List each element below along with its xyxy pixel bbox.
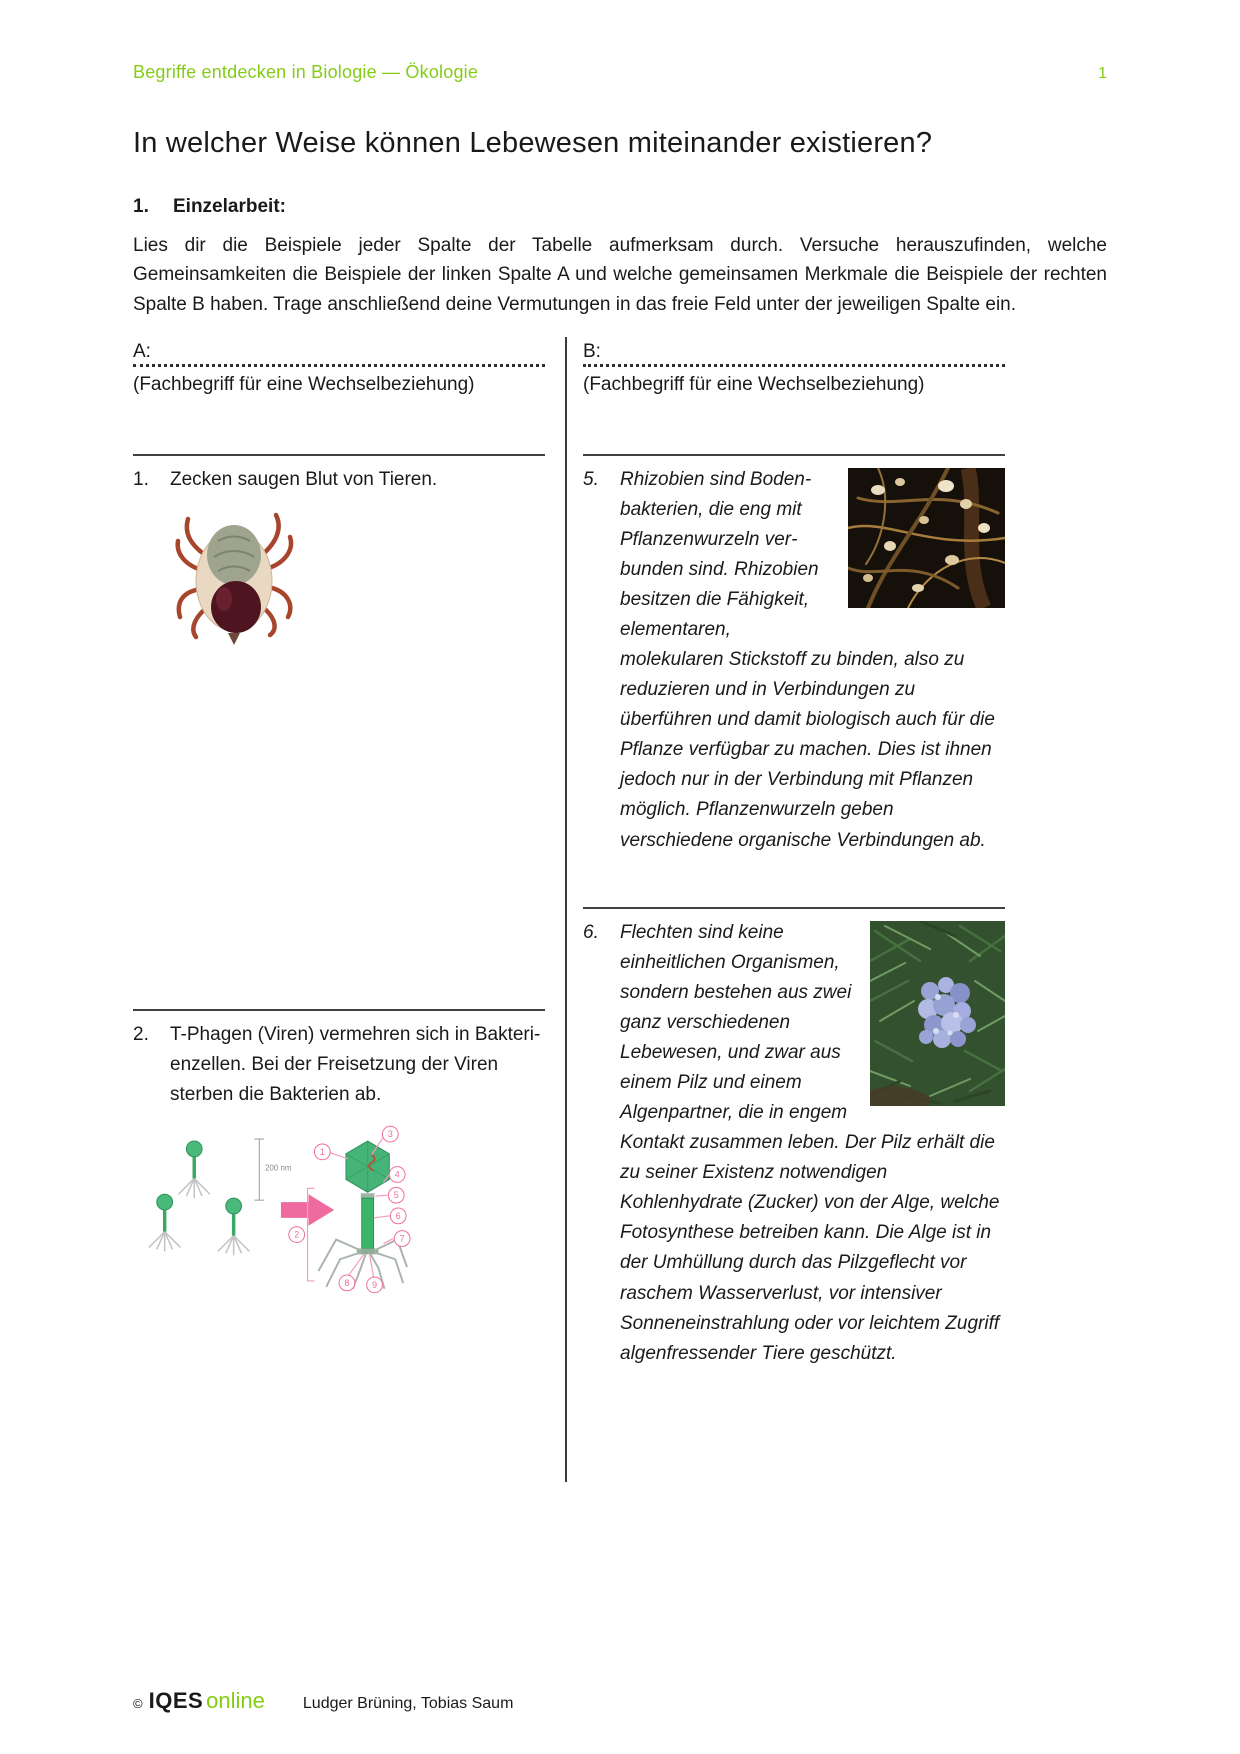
task-label: Einzelarbeit:: [173, 196, 286, 217]
document-footer: [133, 1688, 513, 1714]
column-b-cell-6: [583, 907, 1005, 1368]
list-item: [133, 456, 545, 495]
root-nodules-photo: [848, 468, 1005, 608]
phage-scale-label: 200 nm: [265, 1163, 292, 1173]
item-text: Flechten sind keine einheitlichen Organismen, sondern bestehen aus zwei ganz verschiedenen Lebewesen, und zwar aus einem Pilz und einem Algenpartner, die in engem Kontakt zusammen leben. Der Pilz erhält die zu seiner Existenz notwendigen Kohlenhydrate (Zucker) von der Alge, welche Fotosynthese betreiben kann. Die Alge ist in der Umhüllung durch das Pilzgeflecht vor raschem Wasserverlust, vor intensiver Sonneneinstrahlung oder vor leichtem Zugriff algenfressender Tiere geschützt.: [620, 918, 1005, 1368]
brand-online: online: [206, 1688, 265, 1713]
column-b-subtitle: (Fachbegriff für eine Wechselbeziehung): [583, 374, 925, 396]
brand-iqes: IQES: [148, 1688, 204, 1713]
svg-text:1: 1: [319, 1147, 325, 1158]
phage-callout-4: [389, 1167, 405, 1183]
column-divider: [565, 337, 567, 1482]
tick-photo: [170, 505, 302, 650]
phage-callout-8: [339, 1275, 355, 1291]
column-b-label: B:: [583, 341, 1005, 367]
item-number: 1.: [133, 469, 149, 491]
lichen-photo: [870, 921, 1005, 1106]
item-text: Rhizobien sind Bodenbakterien, die eng mit Pflanzenwurzeln verbunden sind. Rhizobien besitzen die Fähigkeit, elementaren, molekularen Stickstoff zu binden, also zu reduzieren und in Verbindungen zu überführen und damit biologisch auch für die Pflanze verfügbar zu machen. Dies ist ihnen jedoch nur in der Verbindung mit Pflanzen möglich. Pflanzenwurzeln geben verschiedene organische Verbindungen ab.: [620, 465, 1005, 855]
phage-callout-9: [367, 1277, 383, 1293]
phage-callout-6: [390, 1208, 406, 1224]
svg-text:3: 3: [387, 1129, 393, 1140]
task-instructions: Lies dir die Beispiele jeder Spalte der Tabelle aufmerksam durch. Versuche herauszufinden, welche Gemeinsamkeiten die Beispiele der linken Spalte A und welche gemeinsamen Merkmale die Beispiele der rechten Spalte B haben. Trage anschließend deine Vermutungen in das freie Feld unter der jeweiligen Spalte ein.: [133, 235, 1107, 315]
list-item: [583, 909, 1005, 1368]
item-text: Zecken saugen Blut von Tieren.: [170, 469, 438, 491]
column-a-label: A:: [133, 341, 545, 367]
copyright-symbol: ©: [133, 1696, 143, 1711]
comparison-table: [133, 337, 1107, 1482]
column-a-header: [133, 337, 545, 454]
column-a-cell-2: [133, 1009, 545, 1296]
authors: Ludger Brüning, Tobias Saum: [302, 1695, 514, 1712]
list-item: [133, 1011, 545, 1110]
phage-diagram: [143, 1122, 411, 1296]
column-a-subtitle: (Fachbegriff für eine Wechselbeziehung): [133, 374, 475, 396]
phage-callout-3: [382, 1127, 398, 1143]
svg-text:7: 7: [399, 1233, 405, 1244]
item-number: 2.: [133, 1024, 149, 1046]
page-number: 1: [1098, 65, 1107, 82]
column-b-header: [583, 337, 1005, 454]
item-text: T-Phagen (Viren) vermehren sich in Bakterienzellen. Bei der Freisetzung der Viren sterben die Bakterien ab.: [170, 1024, 541, 1106]
item-number: 6.: [583, 922, 599, 944]
svg-text:4: 4: [394, 1169, 400, 1180]
phage-callout-5: [388, 1188, 404, 1204]
svg-text:2: 2: [294, 1229, 300, 1240]
phage-callout-7: [394, 1231, 410, 1247]
task-number: 1.: [133, 196, 149, 217]
column-a: [133, 337, 545, 1482]
column-b: [583, 337, 1005, 1482]
task-heading: [133, 196, 1107, 218]
svg-text:5: 5: [393, 1190, 399, 1201]
svg-text:6: 6: [395, 1211, 401, 1222]
item-number: 5.: [583, 469, 599, 491]
document-title: Begriffe entdecken in Biologie — Ökologie: [133, 62, 479, 82]
document-header: [133, 62, 1107, 83]
svg-text:9: 9: [372, 1280, 378, 1291]
column-a-cell-1: [133, 454, 545, 1009]
svg-text:8: 8: [344, 1278, 350, 1289]
page-title: In welcher Weise können Lebewesen miteinander existieren?: [133, 127, 933, 159]
phage-callout-2: [289, 1227, 305, 1243]
list-item: [583, 456, 1005, 855]
phage-callout-1: [314, 1144, 330, 1160]
column-b-cell-5: [583, 454, 1005, 907]
